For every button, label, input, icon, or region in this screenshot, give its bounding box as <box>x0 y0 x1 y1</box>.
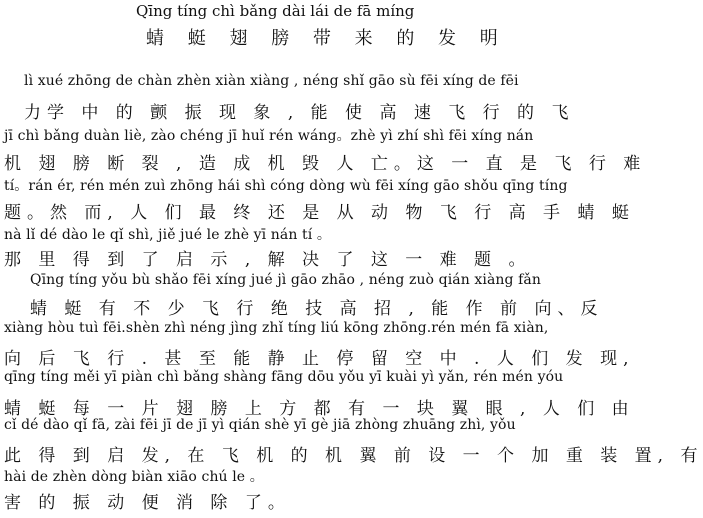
hanzi-line-6: 向 后 飞 行 . 甚 至 能 静 止 停 留 空 中 . 人 们 发 现, <box>4 349 635 369</box>
hanzi-line-2: 机 翅 膀 断 裂 , 造 成 机 毁 人 亡。这 一 直 是 飞 行 难 <box>4 154 647 174</box>
pinyin-line-8: cǐ dé dào qǐ fā, zài fēi jī de jī yì qián shè yī gè jiā zhòng zhuāng zhì, yǒu <box>4 417 516 433</box>
pinyin-line-4: nà lǐ dé dào le qǐ shì, jiě jué le zhè yī nán tí 。 <box>4 227 331 243</box>
hanzi-line-7: 蜻 蜓 每 一 片 翅 膀 上 方 都 有 一 块 翼 眼 , 人 们 由 <box>4 399 635 419</box>
hanzi-line-1: 力学 中 的 颤 振 现 象 , 能 使 高 速 飞 行 的 飞 <box>24 103 575 123</box>
pinyin-line-1: lì xué zhōng de chàn zhèn xiàn xiàng , néng shǐ gāo sù fēi xíng de fēi <box>24 73 519 89</box>
title-hanzi: 蜻 蜓 翅 膀 带 来 的 发 明 <box>146 28 507 49</box>
pinyin-line-7: qīng tíng měi yī piàn chì bǎng shàng fāng dōu yǒu yī kuài yì yǎn, rén mén yóu <box>4 369 564 385</box>
pinyin-line-9: hài de zhèn dòng biàn xiāo chú le 。 <box>4 469 264 485</box>
title-pinyin: Qīng tíng chì bǎng dài lái de fā míng <box>136 2 415 20</box>
pinyin-line-3: tí。rán ér, rén mén zuì zhōng hái shì cóng dòng wù fēi xíng gāo shǒu qīng tíng <box>4 178 568 194</box>
hanzi-line-5: 蜻 蜓 有 不 少 飞 行 绝 技 高 招 , 能 作 前 向、反 <box>30 299 604 319</box>
hanzi-line-3: 题。然 而, 人 们 最 终 还 是 从 动 物 飞 行 高 手 蜻 蜓 <box>4 203 635 223</box>
hanzi-line-4: 那 里 得 到 了 启 示 , 解 决 了 这 一 难 题 。 <box>4 250 532 270</box>
hanzi-line-8: 此 得 到 启 发, 在 飞 机 的 机 翼 前 设 一 个 加 重 装 置, 有 <box>4 446 703 466</box>
pinyin-line-5: Qīng tíng yǒu bù shǎo fēi xíng jué jì gāo zhāo , néng zuò qián xiàng fǎn <box>30 272 541 288</box>
pinyin-line-6: xiàng hòu tuì fēi.shèn zhì néng jìng zhǐ tíng liú kōng zhōng.rén mén fā xiàn, <box>4 320 549 336</box>
pinyin-line-2: jī chì bǎng duàn liè, zào chéng jī huǐ rén wáng。zhè yì zhí shì fēi xíng nán <box>4 128 534 144</box>
hanzi-line-9: 害 的 振 动 便 消 除 了。 <box>4 493 291 513</box>
